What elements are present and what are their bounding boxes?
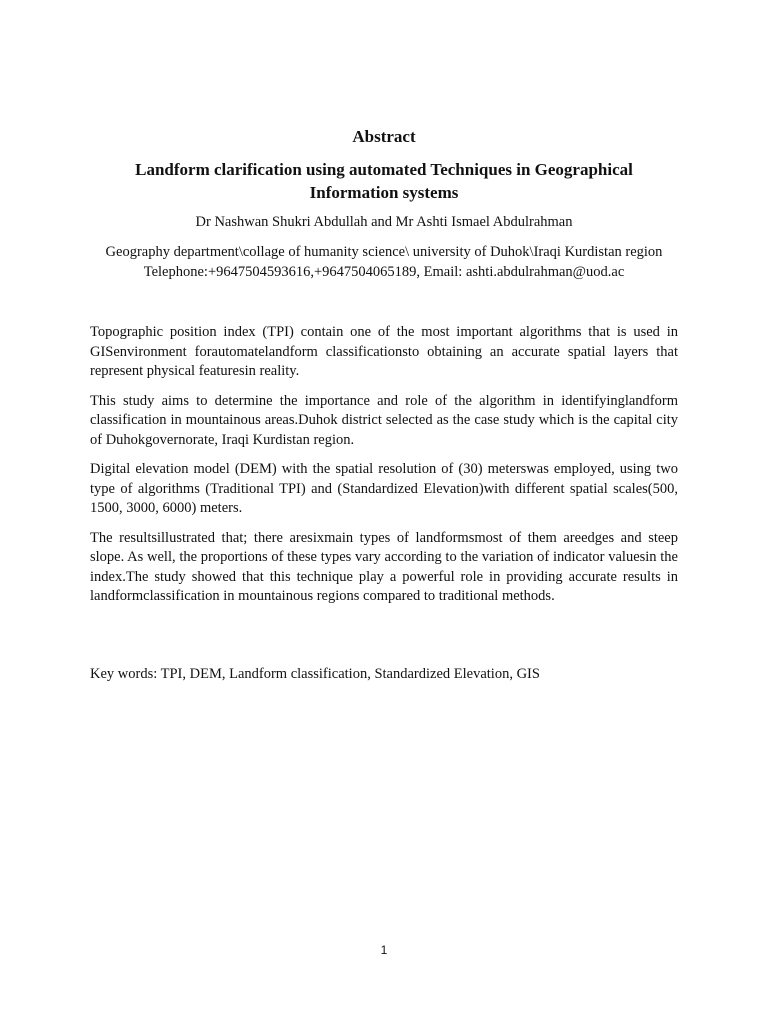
page-number: 1	[380, 943, 388, 957]
abstract-body	[90, 323, 678, 617]
abstract-paragraph: This study aims to determine the importance and role of the algorithm in identifyinglandform classification in mountainous areas.Duhok district selected as the case study which is the capital city of Duhokgovernorate, Iraqi Kurdistan region.	[90, 392, 678, 448]
affiliation-line: Geography department\collage of humanity science\ university of Duhok\Iraqi Kurdistan region	[105, 244, 663, 260]
abstract-paragraph: The resultsillustrated that; there aresixmain types of landformsmost of them areedges and steep slope. As well, the proportions of these types vary according to the variation of indicator valuesin the index.The study showed that this technique play a powerful role in providing accurate results in landformclassification in mountainous regions compared to traditional methods.	[90, 529, 678, 604]
abstract-paragraph: Topographic position index (TPI) contain one of the most important algorithms that is used in GISenvironment forautomatelandform classificationsto obtaining an accurate spatial layers that represent physical featuresin reality.	[90, 324, 678, 379]
abstract-paragraph: Digital elevation model (DEM) with the spatial resolution of (30) meterswas employed, using two type of algorithms (Traditional TPI) and (Standardized Elevation)with different spatial scales(500, 1500, 3000, 6000) meters.	[90, 461, 678, 516]
authors: Dr Nashwan Shukri Abdullah and Mr Ashti Ismael Abdulrahman	[195, 214, 573, 230]
abstract-heading: Abstract	[352, 127, 416, 146]
affiliation-block	[60, 242, 708, 282]
paper-title: Landform clarification using automated Techniques in Geographical Information systems	[135, 160, 633, 202]
keywords: Key words: TPI, DEM, Landform classification, Standardized Elevation, GIS	[90, 666, 540, 682]
contact-line: Telephone:+9647504593616,+9647504065189, Email: ashti.abdulrahman@uod.ac	[143, 264, 625, 280]
